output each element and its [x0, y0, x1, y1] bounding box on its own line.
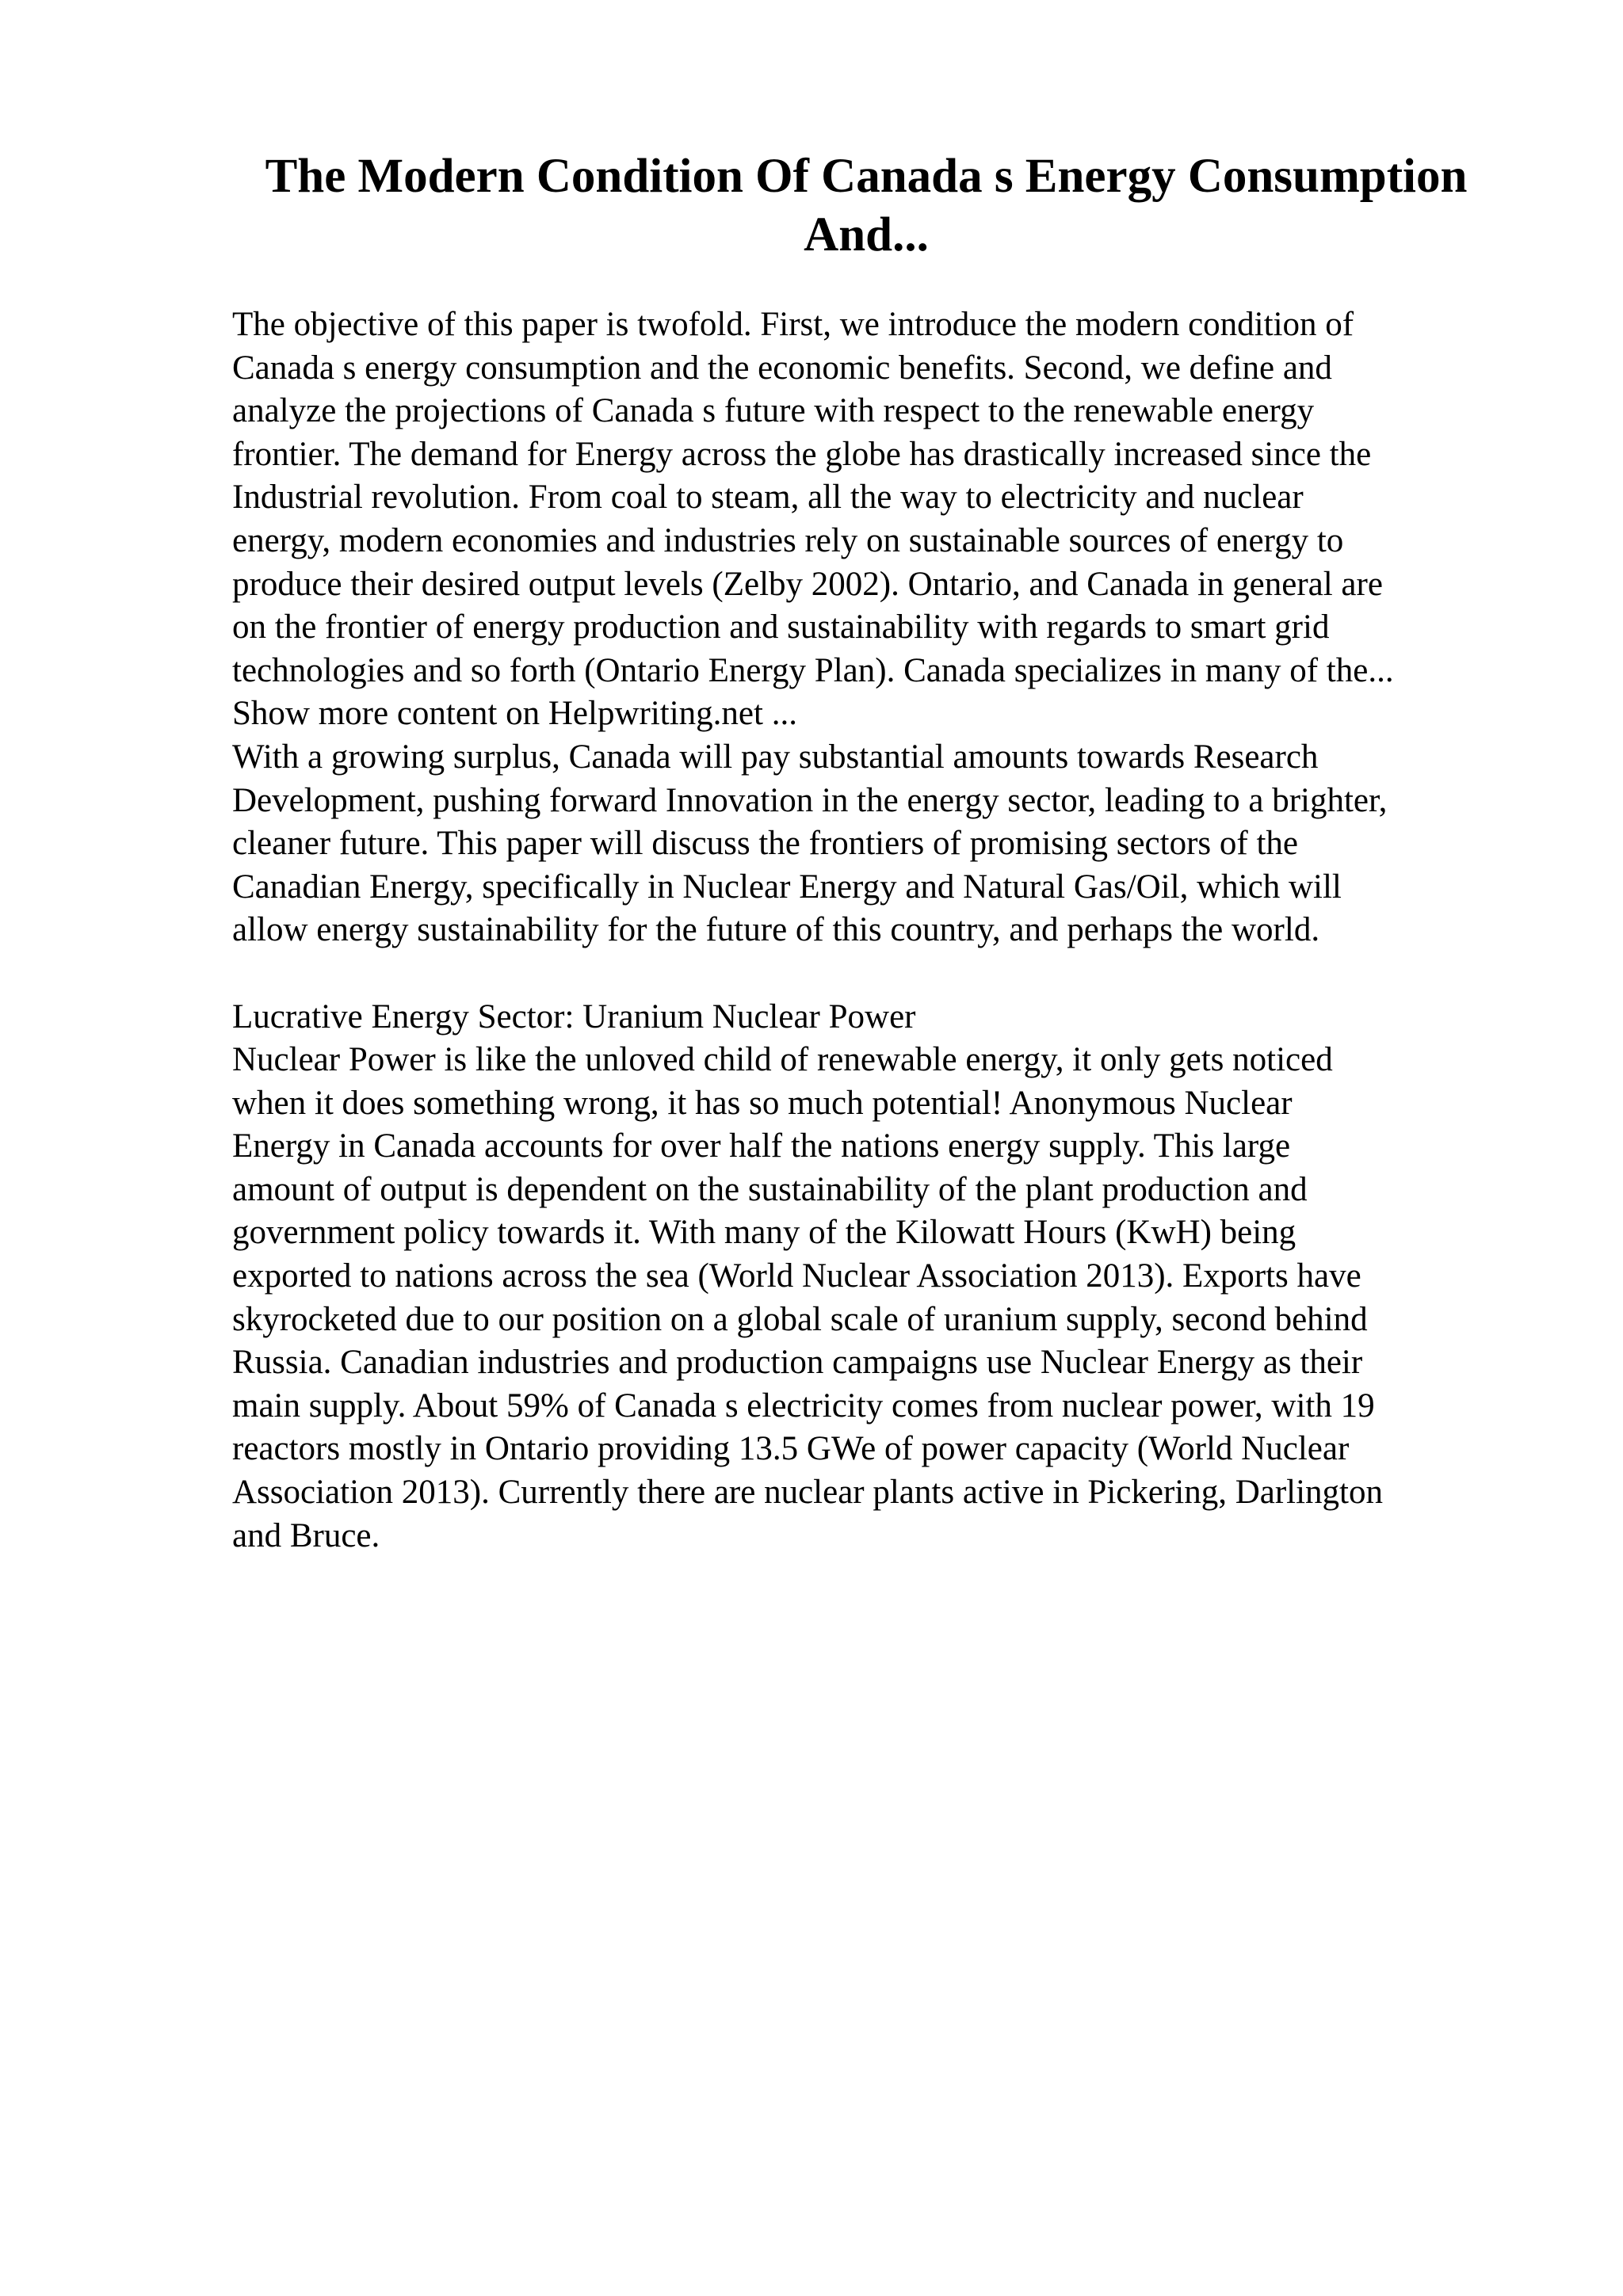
text-line: government policy towards it. With many of the Kilowatt Hours (KwH) being — [232, 1214, 1296, 1252]
text-line: Industrial revolution. From coal to steam, all the way to electricity and nuclear — [232, 479, 1304, 517]
title-line: And... — [804, 208, 929, 261]
text-line: exported to nations across the sea (World Nuclear Association 2013). Exports have — [232, 1257, 1361, 1295]
text-line: Canada s energy consumption and the economic benefits. Second, we define and — [232, 349, 1332, 387]
paragraph-intro — [232, 303, 1532, 736]
text-line: frontier. The demand for Energy across the globe has drastically increased since the — [232, 435, 1372, 473]
section-heading: Lucrative Energy Sector: Uranium Nuclear Power — [232, 997, 916, 1035]
text-line: Russia. Canadian industries and production campaigns use Nuclear Energy as their — [232, 1344, 1363, 1382]
text-line: technologies and so forth (Ontario Energy Plan). Canada specializes in many of the... — [232, 651, 1394, 689]
text-line: reactors mostly in Ontario providing 13.5 GWe of power capacity (World Nuclear — [232, 1430, 1350, 1468]
text-line: when it does something wrong, it has so much potential! Anonymous Nuclear — [232, 1084, 1293, 1122]
text-line: on the frontier of energy production and sustainability with regards to smart grid — [232, 608, 1330, 646]
text-line: analyze the projections of Canada s future with respect to the renewable energy — [232, 392, 1315, 430]
show-more-line: Show more content on Helpwriting.net ... — [232, 695, 797, 733]
paragraph-surplus — [232, 736, 1532, 952]
document-title — [232, 147, 1500, 265]
text-line: energy, modern economies and industries rely on sustainable sources of energy to — [232, 521, 1344, 559]
title-line: The Modern Condition Of Canada s Energy Consumption — [265, 150, 1468, 203]
text-line: With a growing surplus, Canada will pay substantial amounts towards Research — [232, 738, 1319, 776]
text-line: Energy in Canada accounts for over half the nations energy supply. This large — [232, 1127, 1291, 1165]
text-line: The objective of this paper is twofold. First, we introduce the modern condition of — [232, 306, 1354, 343]
document-body — [232, 303, 1532, 1558]
text-line: main supply. About 59% of Canada s electricity comes from nuclear power, with 19 — [232, 1386, 1375, 1425]
text-line: Canadian Energy, specifically in Nuclear Energy and Natural Gas/Oil, which will — [232, 868, 1342, 906]
text-line: Nuclear Power is like the unloved child of renewable energy, it only gets noticed — [232, 1041, 1333, 1079]
paragraph-nuclear — [232, 1039, 1532, 1558]
text-line: allow energy sustainability for the future of this country, and perhaps the world. — [232, 911, 1320, 949]
text-line: Development, pushing forward Innovation in the energy sector, leading to a brighter, — [232, 781, 1388, 819]
text-line: produce their desired output levels (Zelby 2002). Ontario, and Canada in general are — [232, 565, 1383, 603]
text-line: amount of output is dependent on the sustainability of the plant production and — [232, 1170, 1308, 1208]
text-line: skyrocketed due to our position on a global scale of uranium supply, second behind — [232, 1300, 1368, 1338]
text-line: cleaner future. This paper will discuss the frontiers of promising sectors of the — [232, 825, 1298, 863]
text-line: and Bruce. — [232, 1516, 380, 1554]
text-line: Association 2013). Currently there are nuclear plants active in Pickering, Darlington — [232, 1474, 1384, 1512]
paragraph-spacer — [232, 952, 1532, 996]
